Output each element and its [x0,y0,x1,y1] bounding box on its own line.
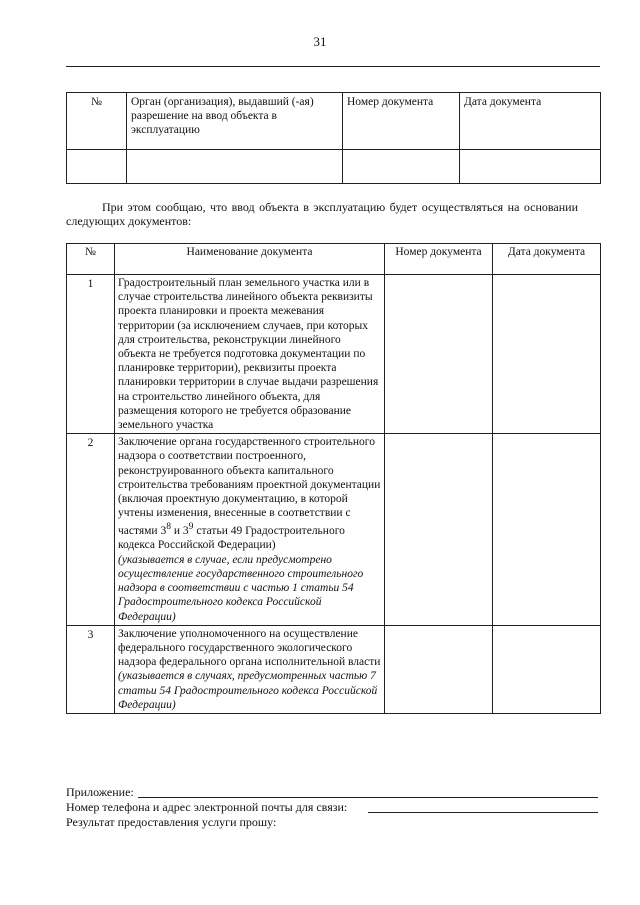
t1-cell-authority[interactable] [127,150,343,184]
row-doc-number-cell[interactable] [385,434,493,625]
row-number: 1 [67,275,115,434]
table-row [67,625,601,713]
t1-cell-doc-number[interactable] [343,150,460,184]
row-document-name [115,434,385,625]
row-text: Заключение органа государственного строительного надзора о соответствии построенного, реконструированного объекта капитального строительства требованиям проектной документации (включая проектную документацию, в которой учтены изменения, внесенные в соответствии с частями 3 [118,436,381,538]
t1-cell-doc-date[interactable] [460,150,601,184]
row-document-name [115,625,385,713]
page-number: 31 [313,34,327,49]
row-text: Градостроительный план земельного участка или в случае строительства линейного объекта реквизиты проекта планировки и проекта межевания территории (за исключением случаев, при которых для строительства, реконструкции линейного объекта не требуется подготовка документации по планировке территории), реквизиты проекта планировки территории в случае выдачи разрешения на строительство линейного объекта, для размещения которого не требуется образование земельного участка [118,277,379,432]
row-text: статьи 49 Градостроительного кодекса Российской Федерации) [118,525,345,552]
row-doc-date-cell[interactable] [493,625,601,713]
contacts-field[interactable] [368,812,598,813]
t1-header-doc-number: Номер документа [343,93,460,150]
documents-table [66,243,601,714]
row-doc-number-cell[interactable] [385,275,493,434]
t2-header-doc-date: Дата документа [493,244,601,275]
t1-header-num: № [67,93,127,150]
row-doc-date-cell[interactable] [493,275,601,434]
t1-header-doc-date: Дата документа [460,93,601,150]
row-note: (указывается в случае, если предусмотрено осуществление государственного строительного надзора в соответствии с частью 1 статьи 54 Градостроительного кодекса Российской Федерации) [118,553,364,623]
table-row [67,275,601,434]
row-note: (указывается в случаях, предусмотренных частью 7 статьи 54 Градостроительного кодекса Российской Федерации) [118,670,378,711]
header-rule [66,66,600,67]
attachment-field[interactable] [138,797,598,798]
t2-header-doc-number: Номер документа [385,244,493,275]
row-document-name [115,275,385,434]
t1-header-authority: Орган (организация), выдавший (-ая) разрешение на ввод объекта в эксплуатацию [127,93,343,150]
row-text: Заключение уполномоченного на осуществление федерального государственного экологического надзора федерального органа исполнительной власти [118,627,381,669]
row-number: 3 [67,625,115,713]
result-label: Результат предоставления услуги прошу: [66,815,277,829]
intro-paragraph: При этом сообщаю, что ввод объекта в эксплуатацию будет осуществляться на основании следующих документов: [66,200,578,228]
row-doc-number-cell[interactable] [385,625,493,713]
table-row [67,434,601,625]
row-number: 2 [67,434,115,625]
t2-header-doc-name: Наименование документа [115,244,385,275]
row-doc-date-cell[interactable] [493,434,601,625]
attachment-label: Приложение: [66,785,134,799]
superscript: 8 [166,521,172,533]
issuing-authority-table [66,92,601,184]
contacts-label: Номер телефона и адрес электронной почты для связи: [66,800,348,814]
row-text: и 3 [171,525,189,538]
t1-cell-num[interactable] [67,150,127,184]
superscript: 9 [188,521,194,533]
t2-header-num: № [67,244,115,275]
